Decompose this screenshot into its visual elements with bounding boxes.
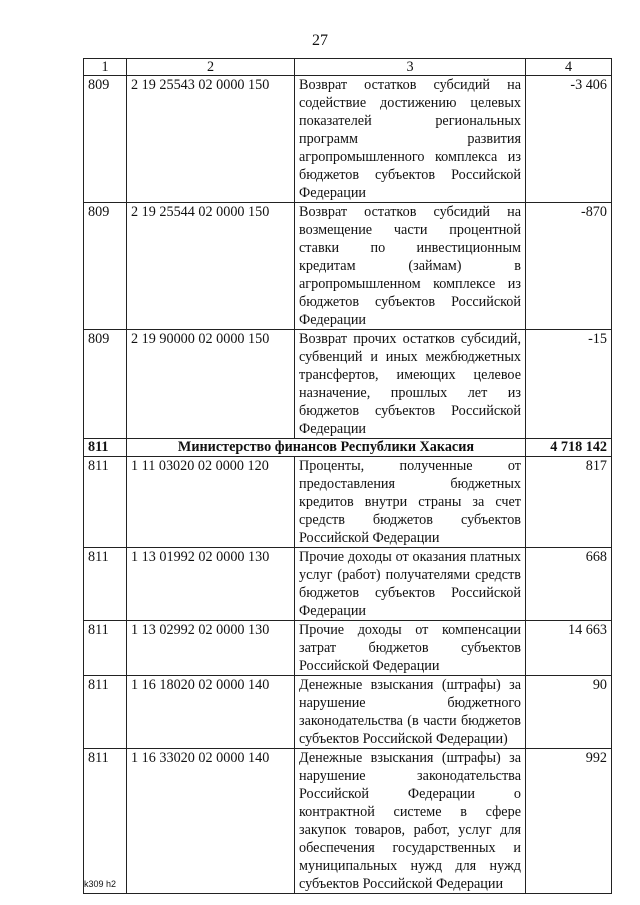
header-row [84,59,612,76]
admin-code: 809 [84,330,127,439]
revenue-code: 1 16 18020 02 0000 140 [127,676,295,749]
admin-code: 811 [84,621,127,676]
revenue-description: Прочие доходы от оказания платных услуг (работ) получателями средств бюджетов субъектов Российской Федерации [295,548,526,621]
table-row [84,457,612,548]
admin-code: 811 [84,457,127,548]
revenue-code: 1 13 02992 02 0000 130 [127,621,295,676]
ministry-name: Министерство финансов Республики Хакасия [127,439,526,457]
revenue-amount: 668 [526,548,612,621]
header-col-4: 4 [526,59,612,76]
revenue-code: 1 13 01992 02 0000 130 [127,548,295,621]
revenue-amount: -15 [526,330,612,439]
table-row [84,749,612,894]
ministry-total: 4 718 142 [526,439,612,457]
revenue-code: 1 11 03020 02 0000 120 [127,457,295,548]
revenue-table [83,58,612,894]
revenue-description: Прочие доходы от компенсации затрат бюджетов субъектов Российской Федерации [295,621,526,676]
footer-document-code: k309 h2 [84,879,117,889]
table-row [84,621,612,676]
revenue-amount: 90 [526,676,612,749]
revenue-description: Денежные взыскания (штрафы) за нарушение законодательства Российской Федерации о контрактной системе в сфере закупок товаров, работ, услуг для обеспечения государственных и муниципальных нужд для нужд субъектов Российской Федерации [295,749,526,894]
revenue-amount: 14 663 [526,621,612,676]
table-row [84,548,612,621]
revenue-code: 2 19 25543 02 0000 150 [127,76,295,203]
revenue-description: Проценты, полученные от предоставления бюджетных кредитов внутри страны за счет средств бюджетов субъектов Российской Федерации [295,457,526,548]
header-col-1: 1 [84,59,127,76]
revenue-description: Возврат прочих остатков субсидий, субвенций и иных межбюджетных трансфертов, имеющих целевое назначение, прошлых лет из бюджетов субъектов Российской Федерации [295,330,526,439]
table-row [84,330,612,439]
revenue-code: 1 16 33020 02 0000 140 [127,749,295,894]
table-row [84,76,612,203]
revenue-code: 2 19 25544 02 0000 150 [127,203,295,330]
admin-code: 809 [84,76,127,203]
admin-code: 811 [84,676,127,749]
table-row [84,676,612,749]
header-col-3: 3 [295,59,526,76]
header-col-2: 2 [127,59,295,76]
admin-code: 809 [84,203,127,330]
admin-code: 811 [84,749,127,894]
revenue-description: Денежные взыскания (штрафы) за нарушение бюджетного законодательства (в части бюджетов субъектов Российской Федерации) [295,676,526,749]
revenue-amount: -870 [526,203,612,330]
revenue-amount: -3 406 [526,76,612,203]
admin-code: 811 [84,548,127,621]
revenue-description: Возврат остатков субсидий на возмещение части процентной ставки по инвестиционным кредитам (займам) в агропромышленном комплексе из бюджетов субъектов Российской Федерации [295,203,526,330]
revenue-amount: 817 [526,457,612,548]
admin-code: 811 [84,439,127,457]
revenue-description: Возврат остатков субсидий на содействие достижению целевых показателей региональных программ развития агропромышленного комплекса из бюджетов субъектов Российской Федерации [295,76,526,203]
page-number: 27 [312,32,328,49]
revenue-amount: 992 [526,749,612,894]
revenue-code: 2 19 90000 02 0000 150 [127,330,295,439]
table-row [84,203,612,330]
ministry-row [84,439,612,457]
